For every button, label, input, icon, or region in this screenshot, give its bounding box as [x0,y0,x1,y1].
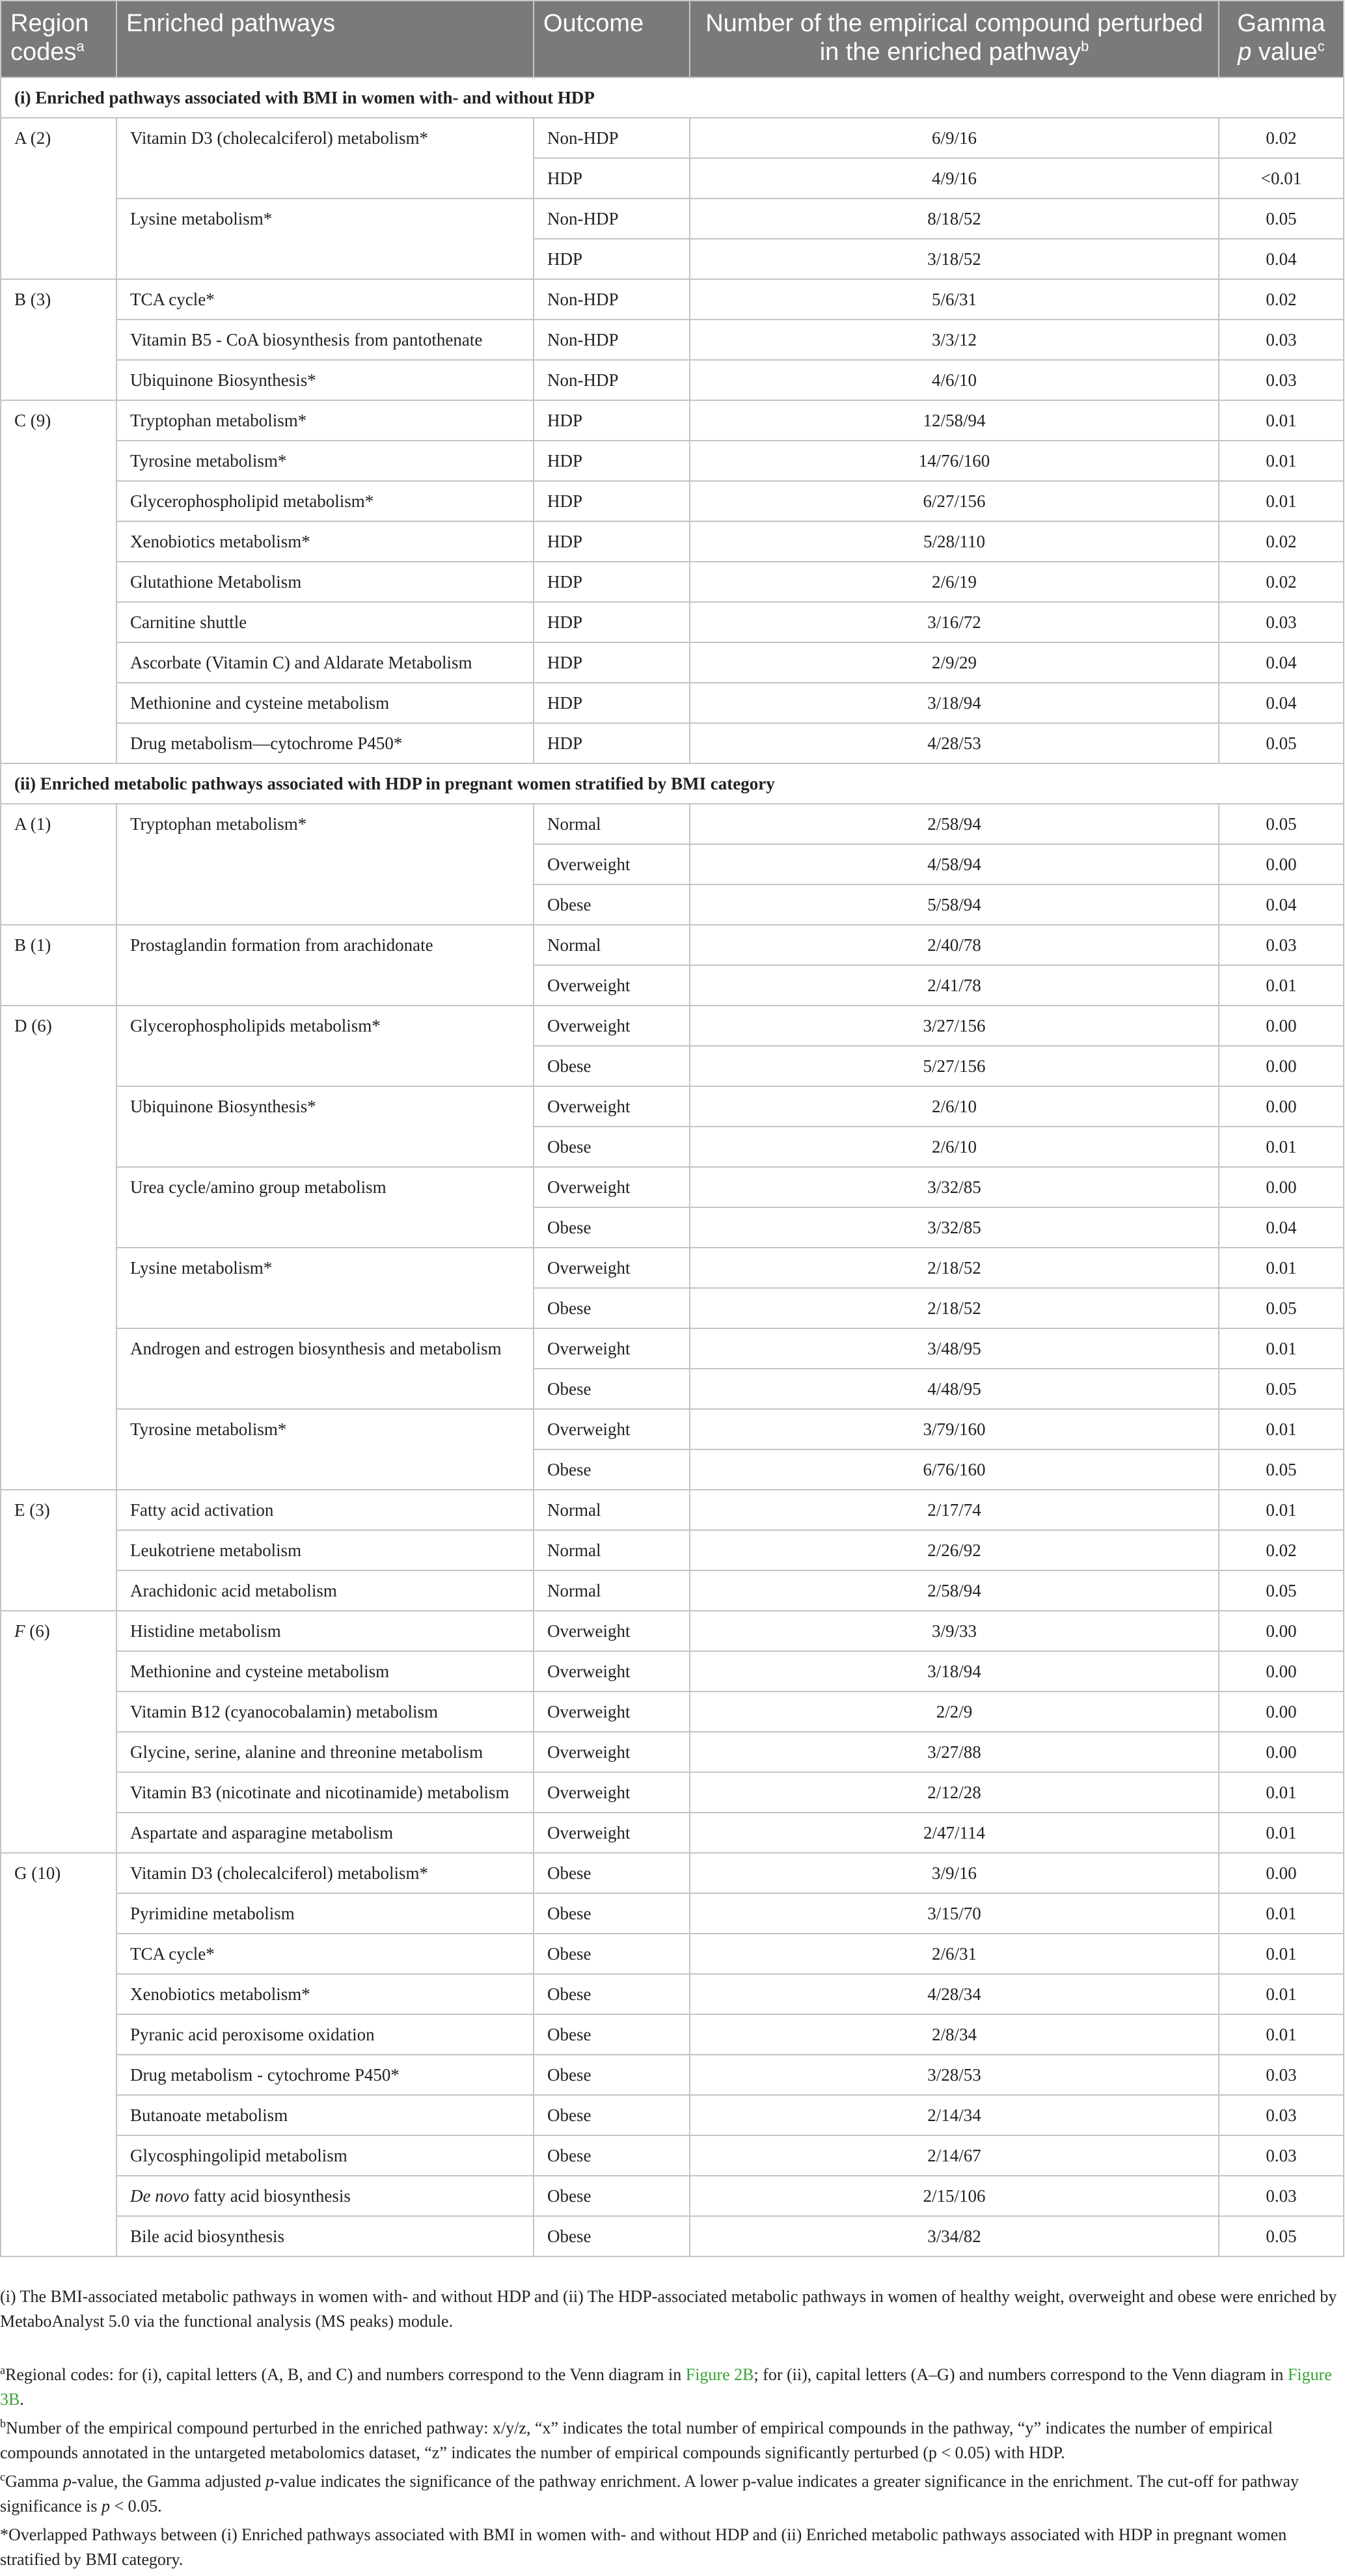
outcome-cell: HDP [534,562,690,602]
pathway-name-cell: Carnitine shuttle [116,602,534,642]
table-row [1,1328,1344,1369]
outcome-cell: Obese [534,2176,690,2216]
compound-count-cell: 3/32/85 [690,1207,1219,1248]
gamma-p-cell: 0.01 [1219,1248,1344,1288]
pathway-name-cell [116,2176,534,2216]
table-row [1,400,1344,441]
gamma-p-cell: 0.00 [1219,1006,1344,1046]
header-row [1,1,1344,77]
table-row [1,804,1344,844]
table-row [1,441,1344,481]
gamma-p-cell: 0.05 [1219,1369,1344,1409]
outcome-cell: Obese [534,1288,690,1328]
compound-count-cell: 2/58/94 [690,1570,1219,1611]
gamma-p-cell: 0.04 [1219,683,1344,723]
gamma-p-cell: 0.00 [1219,1046,1344,1086]
pathway-name-cell: Vitamin B12 (cyanocobalamin) metabolism [116,1692,534,1732]
compound-count-cell: 2/14/34 [690,2095,1219,2135]
compound-count-cell: 5/6/31 [690,279,1219,320]
gamma-p-cell: 0.03 [1219,2095,1344,2135]
gamma-p-cell: 0.01 [1219,965,1344,1006]
compound-count-cell: 2/12/28 [690,1772,1219,1813]
table-row [1,1772,1344,1813]
table-row [1,1167,1344,1207]
compound-count-cell: 2/6/10 [690,1127,1219,1167]
compound-count-cell: 2/14/67 [690,2135,1219,2176]
section-title: (ii) Enriched metabolic pathways associated with HDP in pregnant women stratified by BMI category [1,763,1344,804]
table-row [1,2014,1344,2055]
gamma-p-cell: 0.03 [1219,2055,1344,2095]
table-row [1,1570,1344,1611]
region-code-cell: C (9) [1,400,116,763]
outcome-cell: Non-HDP [534,279,690,320]
outcome-cell: Overweight [534,1409,690,1449]
compound-count-cell: 3/18/94 [690,683,1219,723]
table-row [1,1248,1344,1288]
gamma-p-cell: 0.05 [1219,723,1344,763]
region-code-cell: F (6) [1,1611,116,1853]
header-gamma-p: Gamma p value$^c$ [1219,1,1344,77]
pathway-name-cell: Tyrosine metabolism* [116,441,534,481]
pathway-name-cell: Androgen and estrogen biosynthesis and metabolism [116,1328,534,1409]
pathway-name-cell: Bile acid biosynthesis [116,2216,534,2256]
section-title: (i) Enriched pathways associated with BMI in women with- and without HDP [1,77,1344,118]
outcome-cell: Obese [534,2135,690,2176]
pathway-name-cell: Tryptophan metabolism* [116,400,534,441]
gamma-p-cell: 0.03 [1219,360,1344,400]
compound-count-cell: 3/79/160 [690,1409,1219,1449]
gamma-p-cell: 0.01 [1219,1127,1344,1167]
compound-count-cell: 4/6/10 [690,360,1219,400]
compound-count-cell: 14/76/160 [690,441,1219,481]
outcome-cell: HDP [534,723,690,763]
gamma-p-cell: 0.04 [1219,884,1344,925]
outcome-cell: Overweight [534,1692,690,1732]
table-row [1,1853,1344,1893]
gamma-p-cell: 0.00 [1219,1692,1344,1732]
table-row [1,481,1344,521]
pathway-name-cell: Glycosphingolipid metabolism [116,2135,534,2176]
gamma-p-cell: 0.05 [1219,1570,1344,1611]
footnote-c: $^c$Gamma p-value, the Gamma adjusted p-value indicates the significance of the pathway enrichment. A lower p-value indicates a greater significance in the enrichment. The cut-off for pathway significance is p < 0.05. [0,2470,1299,2515]
gamma-p-cell: 0.05 [1219,199,1344,239]
pathway-name-cell: Urea cycle/amino group metabolism [116,1167,534,1248]
outcome-cell: Overweight [534,1732,690,1772]
pathway-name-cell: Glycine, serine, alanine and threonine metabolism [116,1732,534,1772]
pathway-name-italic: De novo [130,2186,189,2206]
table-row [1,562,1344,602]
outcome-cell: Overweight [534,1006,690,1046]
pathway-name-cell: Glycerophospholipids metabolism* [116,1006,534,1086]
compound-count-cell: 2/41/78 [690,965,1219,1006]
table-row [1,723,1344,763]
gamma-p-cell: 0.01 [1219,1409,1344,1449]
pathway-name-cell: Methionine and cysteine metabolism [116,683,534,723]
pathway-name-cell: Arachidonic acid metabolism [116,1570,534,1611]
pathway-name-cell: Lysine metabolism* [116,199,534,279]
gamma-p-cell: 0.00 [1219,1086,1344,1127]
table-row [1,1530,1344,1570]
compound-count-cell: 3/27/88 [690,1732,1219,1772]
region-code-cell: B (3) [1,279,116,400]
gamma-p-cell: 0.02 [1219,562,1344,602]
footnote-b: $^b$Number of the empirical compound perturbed in the enriched pathway: x/y/z, “x” indicates the total number of empirical compounds in the pathway, “y” indicates the number of empirical compounds annotated in the untargeted metabolomics dataset, “z” indicates the number of empirical compounds significantly perturbed (p < 0.05) with HDP. [0,2417,1273,2462]
compound-count-cell: 3/32/85 [690,1167,1219,1207]
gamma-p-cell: 0.02 [1219,118,1344,158]
outcome-cell: HDP [534,441,690,481]
outcome-cell: Overweight [534,844,690,884]
pathway-name-cell: Fatty acid activation [116,1490,534,1530]
table-row [1,2135,1344,2176]
gamma-p-cell: 0.05 [1219,2216,1344,2256]
gamma-p-cell: 0.00 [1219,1611,1344,1651]
table-row [1,320,1344,360]
table-row [1,925,1344,965]
outcome-cell: Overweight [534,1248,690,1288]
gamma-p-cell: 0.01 [1219,1893,1344,1934]
pathway-name-cell: Glutathione Metabolism [116,562,534,602]
outcome-cell: Obese [534,884,690,925]
outcome-cell: Non-HDP [534,320,690,360]
compound-count-cell: 4/28/53 [690,723,1219,763]
compound-count-cell: 2/40/78 [690,925,1219,965]
gamma-p-cell: 0.01 [1219,1772,1344,1813]
table-row [1,199,1344,239]
outcome-cell: Obese [534,2216,690,2256]
outcome-cell: Obese [534,2095,690,2135]
region-code-cell: G (10) [1,1853,116,2256]
gamma-p-cell: 0.01 [1219,2014,1344,2055]
outcome-cell: Obese [534,2055,690,2095]
gamma-p-cell: 0.04 [1219,1207,1344,1248]
pathway-name-cell: Ubiquinone Biosynthesis* [116,1086,534,1167]
table-row [1,1490,1344,1530]
table-row [1,2176,1344,2216]
gamma-p-cell: 0.02 [1219,279,1344,320]
gamma-p-cell: 0.00 [1219,1167,1344,1207]
compound-count-cell: 3/18/94 [690,1651,1219,1692]
pathway-name-cell: Tryptophan metabolism* [116,804,534,925]
outcome-cell: Obese [534,1934,690,1974]
region-code-cell: B (1) [1,925,116,1006]
table-row [1,1934,1344,1974]
footnote-a: $^a$Regional codes: for (i), capital letters (A, B, and C) and numbers correspond to the Venn diagram in Figure 2B; for (ii), capital letters (A–G) and numbers correspond to the Venn diagram in Figure 3B. [0,2363,1332,2409]
gamma-p-cell: 0.05 [1219,804,1344,844]
outcome-cell: Obese [534,1207,690,1248]
compound-count-cell: 4/9/16 [690,158,1219,199]
compound-count-cell: 6/27/156 [690,481,1219,521]
compound-count-cell: 3/3/12 [690,320,1219,360]
outcome-cell: Obese [534,1893,690,1934]
table-row [1,1651,1344,1692]
compound-count-cell: 4/48/95 [690,1369,1219,1409]
outcome-cell: Overweight [534,1328,690,1369]
table-row [1,1409,1344,1449]
compound-count-cell: 2/18/52 [690,1248,1219,1288]
table-row [1,683,1344,723]
outcome-cell: Obese [534,1449,690,1490]
pathway-name-cell: Methionine and cysteine metabolism [116,1651,534,1692]
gamma-p-cell: 0.01 [1219,1974,1344,2014]
compound-count-cell: 2/6/10 [690,1086,1219,1127]
table-row [1,1611,1344,1651]
pathway-name-cell: TCA cycle* [116,279,534,320]
header-outcome: Outcome [534,1,690,77]
table-row [1,2055,1344,2095]
outcome-cell: Overweight [534,1086,690,1127]
outcome-cell: HDP [534,158,690,199]
compound-count-cell: 12/58/94 [690,400,1219,441]
outcome-cell: Obese [534,1974,690,2014]
footnote-intro: (i) The BMI-associated metabolic pathways in women with- and without HDP and (ii) The HDP-associated metabolic pathways in women of healthy weight, overweight and obese were enriched by MetaboAnalyst 5.0 via the functional analysis (MS peaks) module. [0,2287,1337,2331]
table-row [1,2216,1344,2256]
gamma-p-cell: 0.01 [1219,1813,1344,1853]
pathway-name-cell: Ubiquinone Biosynthesis* [116,360,534,400]
pathway-name-cell: Vitamin B3 (nicotinate and nicotinamide) metabolism [116,1772,534,1813]
gamma-p-cell: 0.01 [1219,1328,1344,1369]
compound-count-cell: 3/16/72 [690,602,1219,642]
outcome-cell: Overweight [534,1772,690,1813]
pathway-name-cell: Histidine metabolism [116,1611,534,1651]
pathway-name-text: fatty acid biosynthesis [189,2186,351,2206]
gamma-p-cell: 0.01 [1219,1934,1344,1974]
table-row [1,279,1344,320]
table-body [1,77,1344,2256]
pathway-name-cell: TCA cycle* [116,1934,534,1974]
gamma-p-cell: 0.00 [1219,1732,1344,1772]
outcome-cell: HDP [534,521,690,562]
table-row [1,1893,1344,1934]
outcome-cell: Overweight [534,1167,690,1207]
outcome-cell: Obese [534,2014,690,2055]
header-enriched-pathways: Enriched pathways [116,1,534,77]
compound-count-cell: 4/58/94 [690,844,1219,884]
outcome-cell: Obese [534,1369,690,1409]
compound-count-cell: 3/48/95 [690,1328,1219,1369]
figure-2b-link[interactable]: Figure 2B [685,2365,754,2384]
pathway-name-cell: Vitamin D3 (cholecalciferol) metabolism* [116,1853,534,1893]
pathway-name-cell: Tyrosine metabolism* [116,1409,534,1490]
gamma-p-cell: 0.00 [1219,1651,1344,1692]
table-row [1,642,1344,683]
gamma-p-cell: 0.02 [1219,1530,1344,1570]
outcome-cell: Obese [534,1853,690,1893]
table-row [1,118,1344,158]
outcome-cell: HDP [534,602,690,642]
outcome-cell: HDP [534,642,690,683]
compound-count-cell: 2/58/94 [690,804,1219,844]
outcome-cell: Overweight [534,1813,690,1853]
compound-count-cell: 5/58/94 [690,884,1219,925]
outcome-cell: Normal [534,1530,690,1570]
pathway-name-cell: Vitamin D3 (cholecalciferol) metabolism* [116,118,534,199]
compound-count-cell: 2/9/29 [690,642,1219,683]
gamma-p-cell: 0.03 [1219,602,1344,642]
outcome-cell: Normal [534,1570,690,1611]
gamma-p-cell: 0.01 [1219,481,1344,521]
figure-3b-link[interactable]: Figure 3B [0,2365,1332,2409]
compound-count-cell: 6/9/16 [690,118,1219,158]
region-code-cell: A (1) [1,804,116,925]
gamma-p-cell: 0.03 [1219,320,1344,360]
outcome-cell: Normal [534,1490,690,1530]
gamma-p-cell: 0.01 [1219,441,1344,481]
footnote-star: *Overlapped Pathways between (i) Enriched pathways associated with BMI in women with- and without HDP and (ii) Enriched metabolic pathways associated with HDP in pregnant women stratified by BMI category. [0,2525,1287,2569]
header-region-codes: Region codes$^a$ [1,1,116,77]
pathway-name-cell: Pyranic acid peroxisome oxidation [116,2014,534,2055]
pathway-name-cell: Drug metabolism—cytochrome P450* [116,723,534,763]
compound-count-cell: 2/18/52 [690,1288,1219,1328]
gamma-p-cell: 0.03 [1219,2176,1344,2216]
compound-count-cell: 3/34/82 [690,2216,1219,2256]
outcome-cell: Overweight [534,965,690,1006]
pathway-name-cell: Glycerophospholipid metabolism* [116,481,534,521]
compound-count-cell: 2/6/19 [690,562,1219,602]
outcome-cell: HDP [534,481,690,521]
compound-count-cell: 8/18/52 [690,199,1219,239]
region-code-cell: A (2) [1,118,116,279]
pathway-name-cell: Lysine metabolism* [116,1248,534,1328]
compound-count-cell: 2/2/9 [690,1692,1219,1732]
pathway-name-cell: Pyrimidine metabolism [116,1893,534,1934]
compound-count-cell: 2/26/92 [690,1530,1219,1570]
table-row [1,1086,1344,1127]
pathway-name-cell: Xenobiotics metabolism* [116,1974,534,2014]
outcome-cell: HDP [534,683,690,723]
compound-count-cell: 3/9/16 [690,1853,1219,1893]
gamma-p-cell: 0.01 [1219,400,1344,441]
outcome-cell: Obese [534,1046,690,1086]
gamma-p-cell: 0.04 [1219,239,1344,279]
pathway-name-cell: Aspartate and asparagine metabolism [116,1813,534,1853]
outcome-cell: Obese [534,1127,690,1167]
compound-count-cell: 6/76/160 [690,1449,1219,1490]
region-code-cell: D (6) [1,1006,116,1490]
table-row [1,602,1344,642]
section-header-row [1,763,1344,804]
outcome-cell: Non-HDP [534,360,690,400]
header-number: Number of the empirical compound perturbed in the enriched pathway$^b$ [690,1,1219,77]
table-row [1,1006,1344,1046]
table-row [1,1974,1344,2014]
outcome-cell: Overweight [534,1651,690,1692]
compound-count-cell: 2/8/34 [690,2014,1219,2055]
outcome-cell: Normal [534,925,690,965]
region-code-cell: E (3) [1,1490,116,1611]
gamma-p-cell: 0.03 [1219,2135,1344,2176]
gamma-p-cell: 0.05 [1219,1449,1344,1490]
compound-count-cell: 3/28/53 [690,2055,1219,2095]
compound-count-cell: 3/18/52 [690,239,1219,279]
outcome-cell: HDP [534,400,690,441]
outcome-cell: Normal [534,804,690,844]
compound-count-cell: 5/28/110 [690,521,1219,562]
pathway-name-cell: Prostaglandin formation from arachidonate [116,925,534,1006]
table-row [1,2095,1344,2135]
outcome-cell: Non-HDP [534,118,690,158]
compound-count-cell: 3/27/156 [690,1006,1219,1046]
section-header-row [1,77,1344,118]
pathway-name-cell: Ascorbate (Vitamin C) and Aldarate Metabolism [116,642,534,683]
table-row [1,1813,1344,1853]
outcome-cell: Overweight [534,1611,690,1651]
table-row [1,1732,1344,1772]
gamma-p-cell: 0.04 [1219,642,1344,683]
gamma-p-cell: <0.01 [1219,158,1344,199]
gamma-p-cell: 0.02 [1219,521,1344,562]
pathway-name-cell: Butanoate metabolism [116,2095,534,2135]
table-row [1,521,1344,562]
outcome-cell: Non-HDP [534,199,690,239]
pathway-name-cell: Xenobiotics metabolism* [116,521,534,562]
pathway-name-cell: Drug metabolism - cytochrome P450* [116,2055,534,2095]
pathway-name-cell: Vitamin B5 - CoA biosynthesis from pantothenate [116,320,534,360]
gamma-p-cell: 0.00 [1219,1853,1344,1893]
table-row [1,360,1344,400]
table-footnotes [0,2284,1340,2576]
gamma-p-cell: 0.05 [1219,1288,1344,1328]
compound-count-cell: 2/6/31 [690,1934,1219,1974]
gamma-p-cell: 0.00 [1219,844,1344,884]
gamma-p-cell: 0.03 [1219,925,1344,965]
compound-count-cell: 2/47/114 [690,1813,1219,1853]
gamma-p-cell: 0.01 [1219,1490,1344,1530]
compound-count-cell: 2/15/106 [690,2176,1219,2216]
compound-count-cell: 4/28/34 [690,1974,1219,2014]
compound-count-cell: 2/17/74 [690,1490,1219,1530]
compound-count-cell: 3/15/70 [690,1893,1219,1934]
outcome-cell: HDP [534,239,690,279]
pathway-name-cell: Leukotriene metabolism [116,1530,534,1570]
compound-count-cell: 5/27/156 [690,1046,1219,1086]
compound-count-cell: 3/9/33 [690,1611,1219,1651]
table-row [1,1692,1344,1732]
